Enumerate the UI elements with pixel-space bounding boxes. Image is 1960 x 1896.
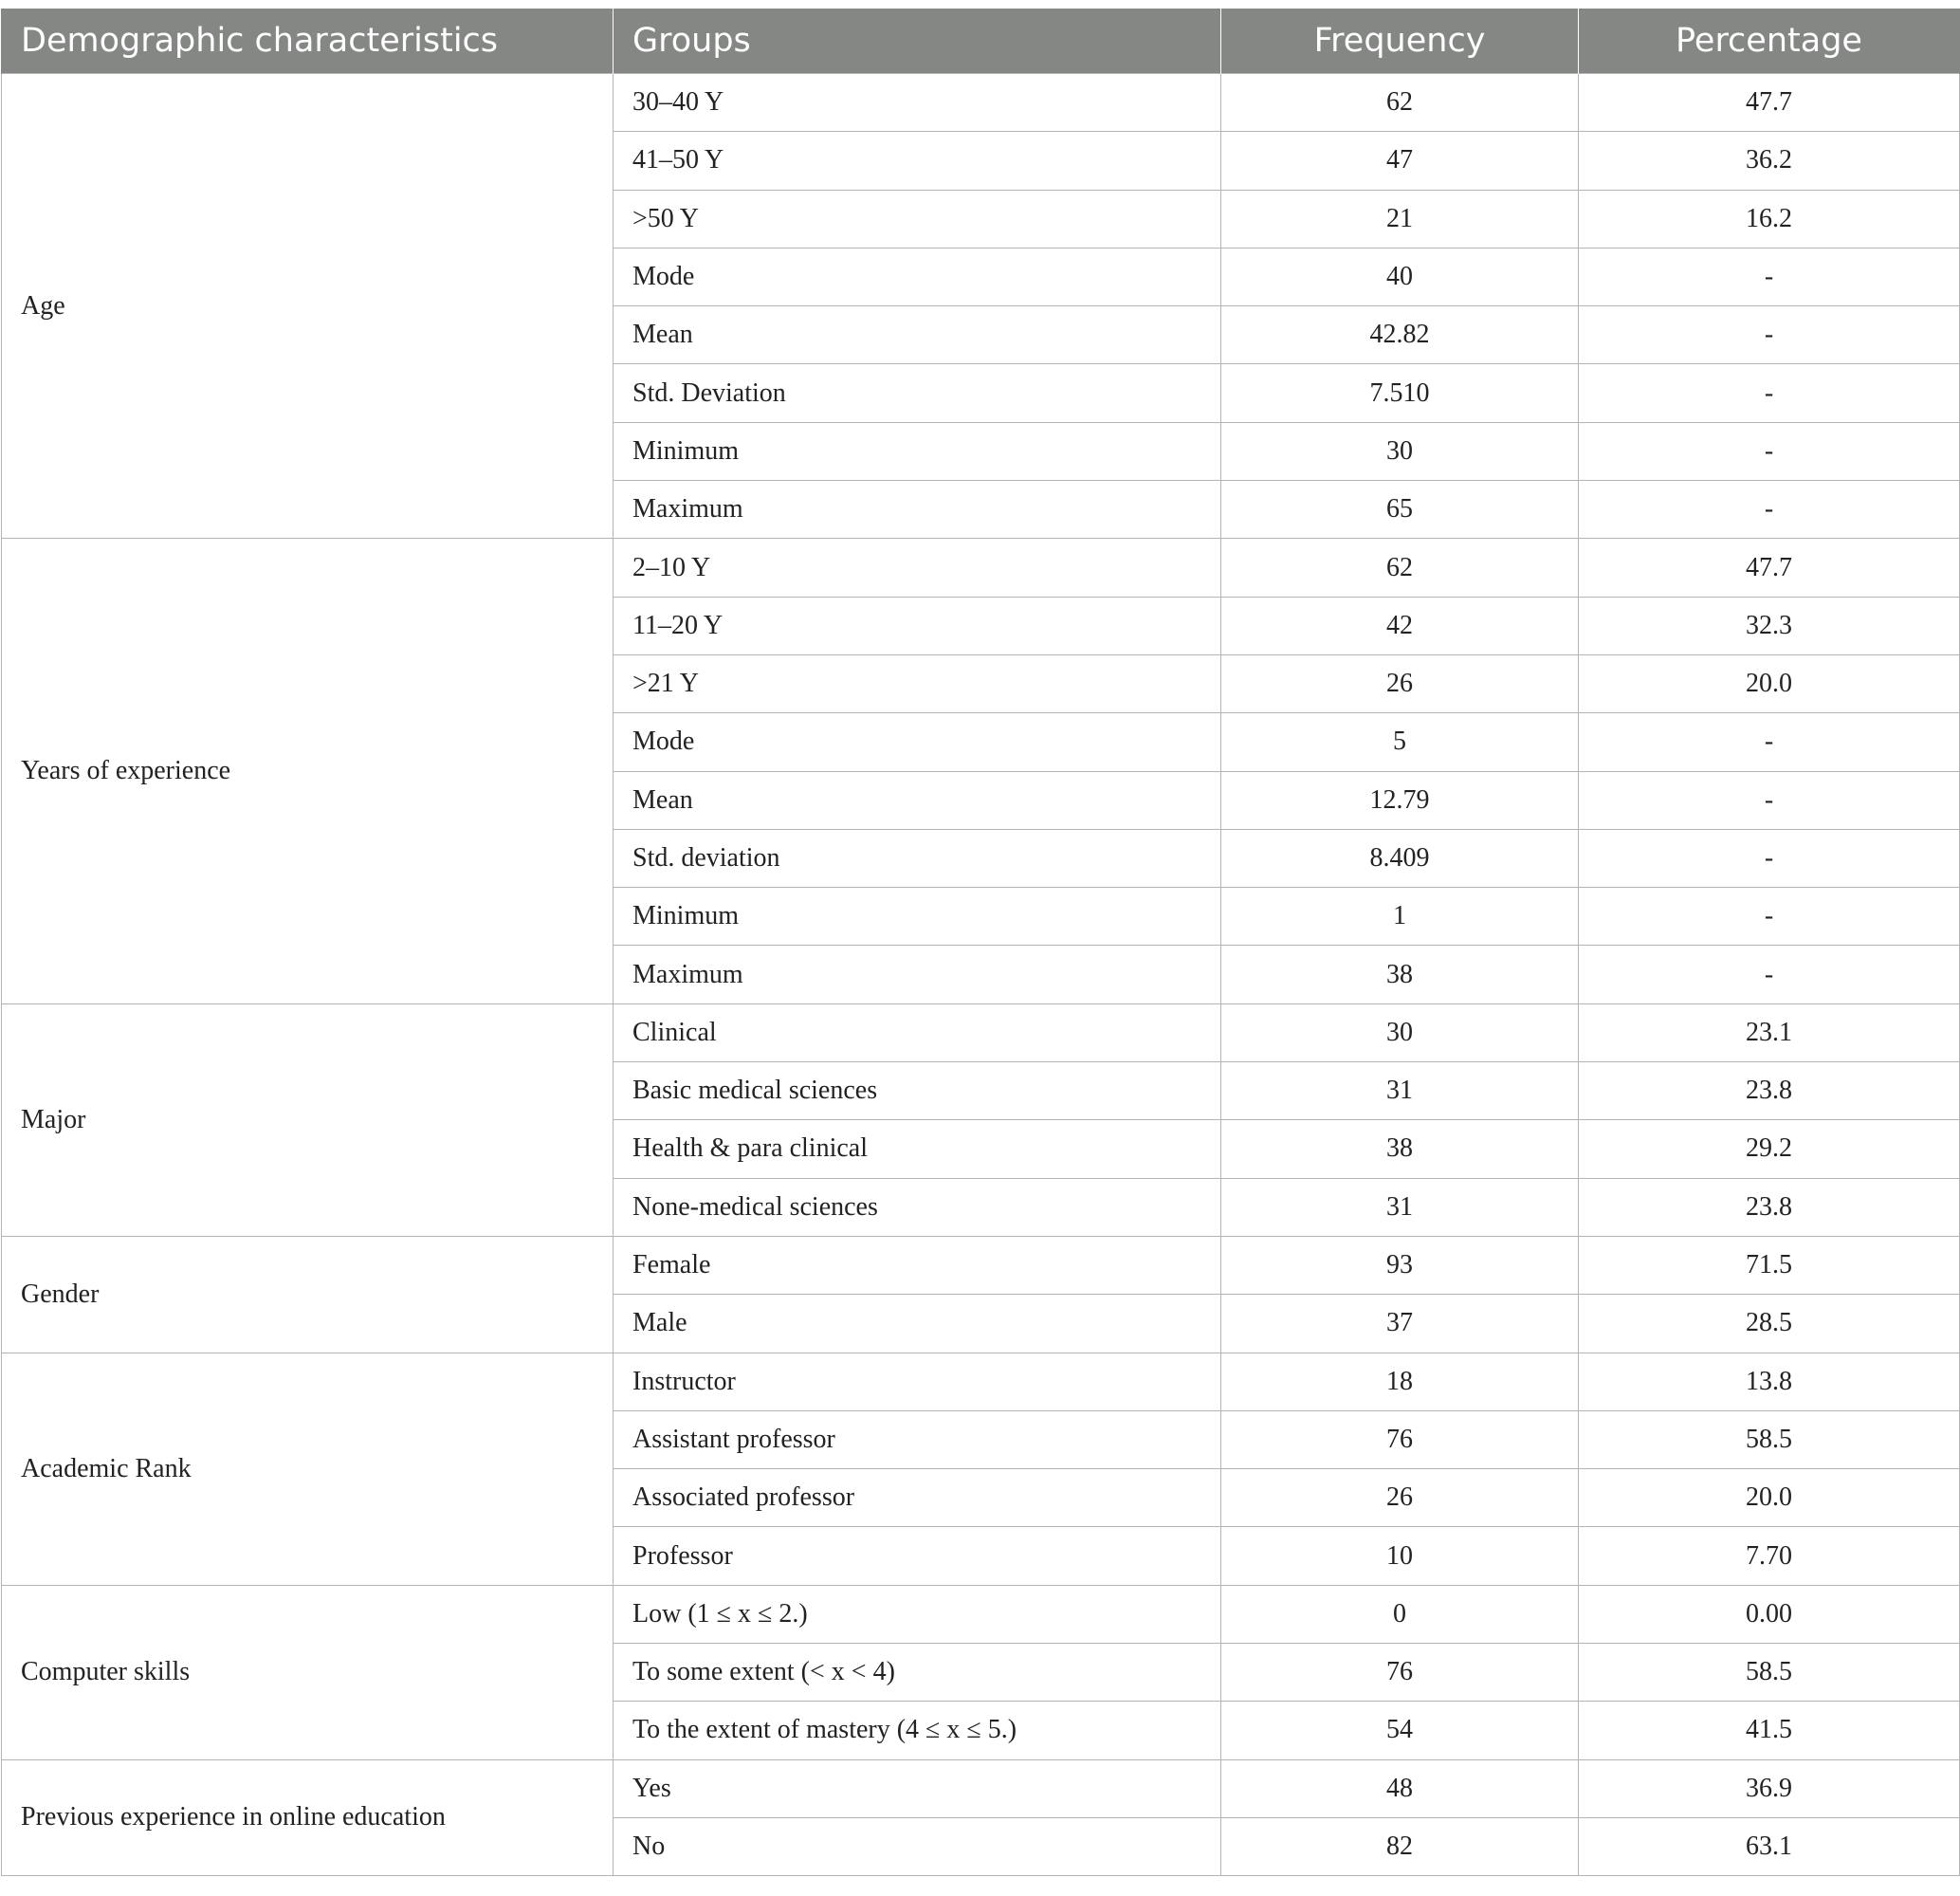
frequency-cell: 12.79 bbox=[1221, 771, 1579, 829]
percentage-cell: 13.8 bbox=[1579, 1353, 1960, 1410]
frequency-cell: 38 bbox=[1221, 1120, 1579, 1178]
percentage-cell: 71.5 bbox=[1579, 1236, 1960, 1294]
percentage-cell: - bbox=[1579, 713, 1960, 771]
percentage-cell: 29.2 bbox=[1579, 1120, 1960, 1178]
table-row bbox=[2, 1236, 1960, 1294]
frequency-cell: 38 bbox=[1221, 946, 1579, 1003]
group-cell: Professor bbox=[614, 1527, 1221, 1585]
group-cell: Female bbox=[614, 1236, 1221, 1294]
percentage-cell: 23.8 bbox=[1579, 1178, 1960, 1236]
category-cell: Previous experience in online education bbox=[2, 1759, 614, 1876]
group-cell: 2–10 Y bbox=[614, 539, 1221, 597]
percentage-cell: - bbox=[1579, 771, 1960, 829]
group-cell: Mean bbox=[614, 306, 1221, 364]
percentage-cell: 20.0 bbox=[1579, 1469, 1960, 1527]
group-cell: Clinical bbox=[614, 1003, 1221, 1061]
percentage-cell: - bbox=[1579, 829, 1960, 887]
frequency-cell: 8.409 bbox=[1221, 829, 1579, 887]
percentage-cell: 58.5 bbox=[1579, 1644, 1960, 1702]
frequency-cell: 30 bbox=[1221, 422, 1579, 480]
group-cell: Yes bbox=[614, 1759, 1221, 1817]
table-body bbox=[2, 74, 1960, 1876]
group-cell: To some extent (< x < 4) bbox=[614, 1644, 1221, 1702]
percentage-cell: - bbox=[1579, 481, 1960, 539]
frequency-cell: 42.82 bbox=[1221, 306, 1579, 364]
frequency-cell: 10 bbox=[1221, 1527, 1579, 1585]
group-cell: 11–20 Y bbox=[614, 597, 1221, 654]
group-cell: 30–40 Y bbox=[614, 74, 1221, 132]
frequency-cell: 82 bbox=[1221, 1817, 1579, 1875]
table-row bbox=[2, 1003, 1960, 1061]
frequency-cell: 30 bbox=[1221, 1003, 1579, 1061]
table-row bbox=[2, 74, 1960, 132]
category-cell: Age bbox=[2, 74, 614, 539]
group-cell: 41–50 Y bbox=[614, 132, 1221, 190]
group-cell: Mode bbox=[614, 713, 1221, 771]
percentage-cell: - bbox=[1579, 946, 1960, 1003]
frequency-cell: 42 bbox=[1221, 597, 1579, 654]
table-row bbox=[2, 1759, 1960, 1817]
group-cell: No bbox=[614, 1817, 1221, 1875]
frequency-cell: 18 bbox=[1221, 1353, 1579, 1410]
frequency-cell: 7.510 bbox=[1221, 364, 1579, 422]
frequency-cell: 62 bbox=[1221, 539, 1579, 597]
header-demographic-characteristics: Demographic characteristics bbox=[2, 9, 614, 74]
frequency-cell: 40 bbox=[1221, 248, 1579, 305]
table-row bbox=[2, 1585, 1960, 1643]
frequency-cell: 65 bbox=[1221, 481, 1579, 539]
frequency-cell: 93 bbox=[1221, 1236, 1579, 1294]
category-cell: Years of experience bbox=[2, 539, 614, 1003]
percentage-cell: - bbox=[1579, 422, 1960, 480]
group-cell: >50 Y bbox=[614, 190, 1221, 248]
group-cell: Maximum bbox=[614, 946, 1221, 1003]
frequency-cell: 48 bbox=[1221, 1759, 1579, 1817]
header-percentage: Percentage bbox=[1579, 9, 1960, 74]
percentage-cell: 58.5 bbox=[1579, 1410, 1960, 1468]
frequency-cell: 62 bbox=[1221, 74, 1579, 132]
group-cell: >21 Y bbox=[614, 654, 1221, 712]
frequency-cell: 26 bbox=[1221, 1469, 1579, 1527]
category-cell: Academic Rank bbox=[2, 1353, 614, 1585]
frequency-cell: 0 bbox=[1221, 1585, 1579, 1643]
frequency-cell: 37 bbox=[1221, 1295, 1579, 1353]
group-cell: Associated professor bbox=[614, 1469, 1221, 1527]
percentage-cell: 28.5 bbox=[1579, 1295, 1960, 1353]
table-header bbox=[2, 9, 1960, 74]
frequency-cell: 31 bbox=[1221, 1178, 1579, 1236]
frequency-cell: 76 bbox=[1221, 1410, 1579, 1468]
group-cell: Basic medical sciences bbox=[614, 1062, 1221, 1120]
percentage-cell: 16.2 bbox=[1579, 190, 1960, 248]
frequency-cell: 47 bbox=[1221, 132, 1579, 190]
table-row bbox=[2, 1353, 1960, 1410]
group-cell: Low (1 ≤ x ≤ 2.) bbox=[614, 1585, 1221, 1643]
group-cell: Mean bbox=[614, 771, 1221, 829]
header-groups: Groups bbox=[614, 9, 1221, 74]
frequency-cell: 31 bbox=[1221, 1062, 1579, 1120]
percentage-cell: - bbox=[1579, 306, 1960, 364]
group-cell: Health & para clinical bbox=[614, 1120, 1221, 1178]
header-row bbox=[2, 9, 1960, 74]
frequency-cell: 21 bbox=[1221, 190, 1579, 248]
percentage-cell: - bbox=[1579, 364, 1960, 422]
percentage-cell: 47.7 bbox=[1579, 74, 1960, 132]
category-cell: Major bbox=[2, 1003, 614, 1236]
frequency-cell: 1 bbox=[1221, 888, 1579, 946]
group-cell: Std. Deviation bbox=[614, 364, 1221, 422]
percentage-cell: 23.1 bbox=[1579, 1003, 1960, 1061]
percentage-cell: - bbox=[1579, 888, 1960, 946]
frequency-cell: 76 bbox=[1221, 1644, 1579, 1702]
percentage-cell: 23.8 bbox=[1579, 1062, 1960, 1120]
percentage-cell: 36.9 bbox=[1579, 1759, 1960, 1817]
group-cell: To the extent of mastery (4 ≤ x ≤ 5.) bbox=[614, 1702, 1221, 1759]
header-frequency: Frequency bbox=[1221, 9, 1579, 74]
category-cell: Computer skills bbox=[2, 1585, 614, 1759]
demographics-table bbox=[1, 9, 1960, 1876]
group-cell: Std. deviation bbox=[614, 829, 1221, 887]
group-cell: Maximum bbox=[614, 481, 1221, 539]
frequency-cell: 26 bbox=[1221, 654, 1579, 712]
frequency-cell: 54 bbox=[1221, 1702, 1579, 1759]
group-cell: Instructor bbox=[614, 1353, 1221, 1410]
group-cell: Minimum bbox=[614, 422, 1221, 480]
group-cell: Assistant professor bbox=[614, 1410, 1221, 1468]
group-cell: Mode bbox=[614, 248, 1221, 305]
percentage-cell: - bbox=[1579, 248, 1960, 305]
group-cell: Minimum bbox=[614, 888, 1221, 946]
percentage-cell: 41.5 bbox=[1579, 1702, 1960, 1759]
percentage-cell: 47.7 bbox=[1579, 539, 1960, 597]
percentage-cell: 0.00 bbox=[1579, 1585, 1960, 1643]
percentage-cell: 32.3 bbox=[1579, 597, 1960, 654]
percentage-cell: 20.0 bbox=[1579, 654, 1960, 712]
percentage-cell: 36.2 bbox=[1579, 132, 1960, 190]
group-cell: None-medical sciences bbox=[614, 1178, 1221, 1236]
group-cell: Male bbox=[614, 1295, 1221, 1353]
percentage-cell: 7.70 bbox=[1579, 1527, 1960, 1585]
table-row bbox=[2, 539, 1960, 597]
category-cell: Gender bbox=[2, 1236, 614, 1353]
percentage-cell: 63.1 bbox=[1579, 1817, 1960, 1875]
frequency-cell: 5 bbox=[1221, 713, 1579, 771]
